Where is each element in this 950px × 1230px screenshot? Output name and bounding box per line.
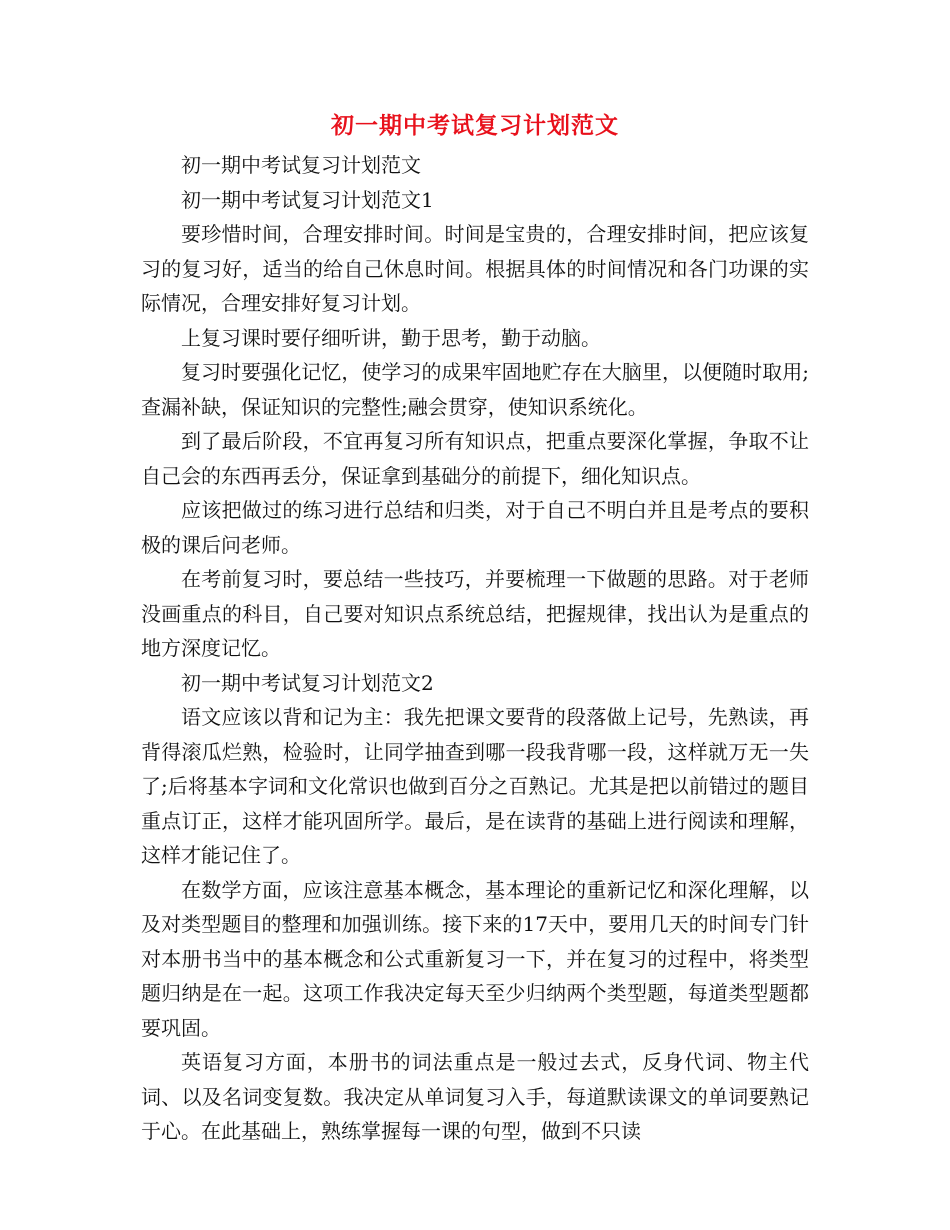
document-body xyxy=(141,148,809,1149)
paragraph: 到了最后阶段，不宜再复习所有知识点，把重点要深化掌握，争取不让自己会的东西再丢分，保证拿到基础分的前提下，细化知识点。 xyxy=(141,429,809,488)
paragraph: 上复习课时要仔细听讲，勤于思考，勤于动脑。 xyxy=(181,325,601,350)
paragraph: 在考前复习时，要总结一些技巧，并要梳理一下做题的思路。对于老师没画重点的科目，自己要对知识点系统总结，把握规律，找出认为是重点的地方深度记忆。 xyxy=(141,567,809,660)
paragraph: 语文应该以背和记为主：我先把课文要背的段落做上记号，先熟读，再背得滚瓜烂熟，检验时，让同学抽查到哪一段我背哪一段，这样就万无一失了;后将基本字词和文化常识也做到百分之百熟记。尤其是把以前错过的题目重点订正，这样才能巩固所学。最后，是在读背的基础上进行阅读和理解，这样才能记住了。 xyxy=(141,705,809,867)
paragraph: 在数学方面，应该注意基本概念，基本理论的重新记忆和深化理解，以及对类型题目的整理和加强训练。接下来的17天中，要用几天的时间专门针对本册书当中的基本概念和公式重新复习一下，并在复习的过程中，将类型题归纳是在一起。这项工作我决定每天至少归纳两个类型题，每道类型题都要巩固。 xyxy=(141,877,809,1040)
paragraph: 要珍惜时间，合理安排时间。时间是宝贵的，合理安排时间，把应该复习的复习好，适当的给自己休息时间。根据具体的时间情况和各门功课的实际情况，合理安排好复习计划。 xyxy=(141,222,809,315)
document-title: 初一期中考试复习计划范文 xyxy=(331,112,619,139)
paragraph-heading: 初一期中考试复习计划范文 xyxy=(181,153,421,177)
paragraph: 复习时要强化记忆，使学习的成果牢固地贮存在大脑里，以便随时取用;查漏补缺，保证知识的完整性;融会贯穿，使知识系统化。 xyxy=(141,360,809,419)
section-heading-2: 初一期中考试复习计划范文2 xyxy=(181,670,434,695)
paragraph: 英语复习方面，本册书的词法重点是一般过去式，反身代词、物主代词、以及名词变复数。我决定从单词复习入手，每道默读课文的单词要熟记于心。在此基础上，熟练掌握每一课的句型，做到不只读 xyxy=(141,1050,809,1143)
section-heading-1: 初一期中考试复习计划范文1 xyxy=(181,187,434,212)
paragraph: 应该把做过的练习进行总结和归类，对于自己不明白并且是考点的要积极的课后问老师。 xyxy=(141,498,809,557)
